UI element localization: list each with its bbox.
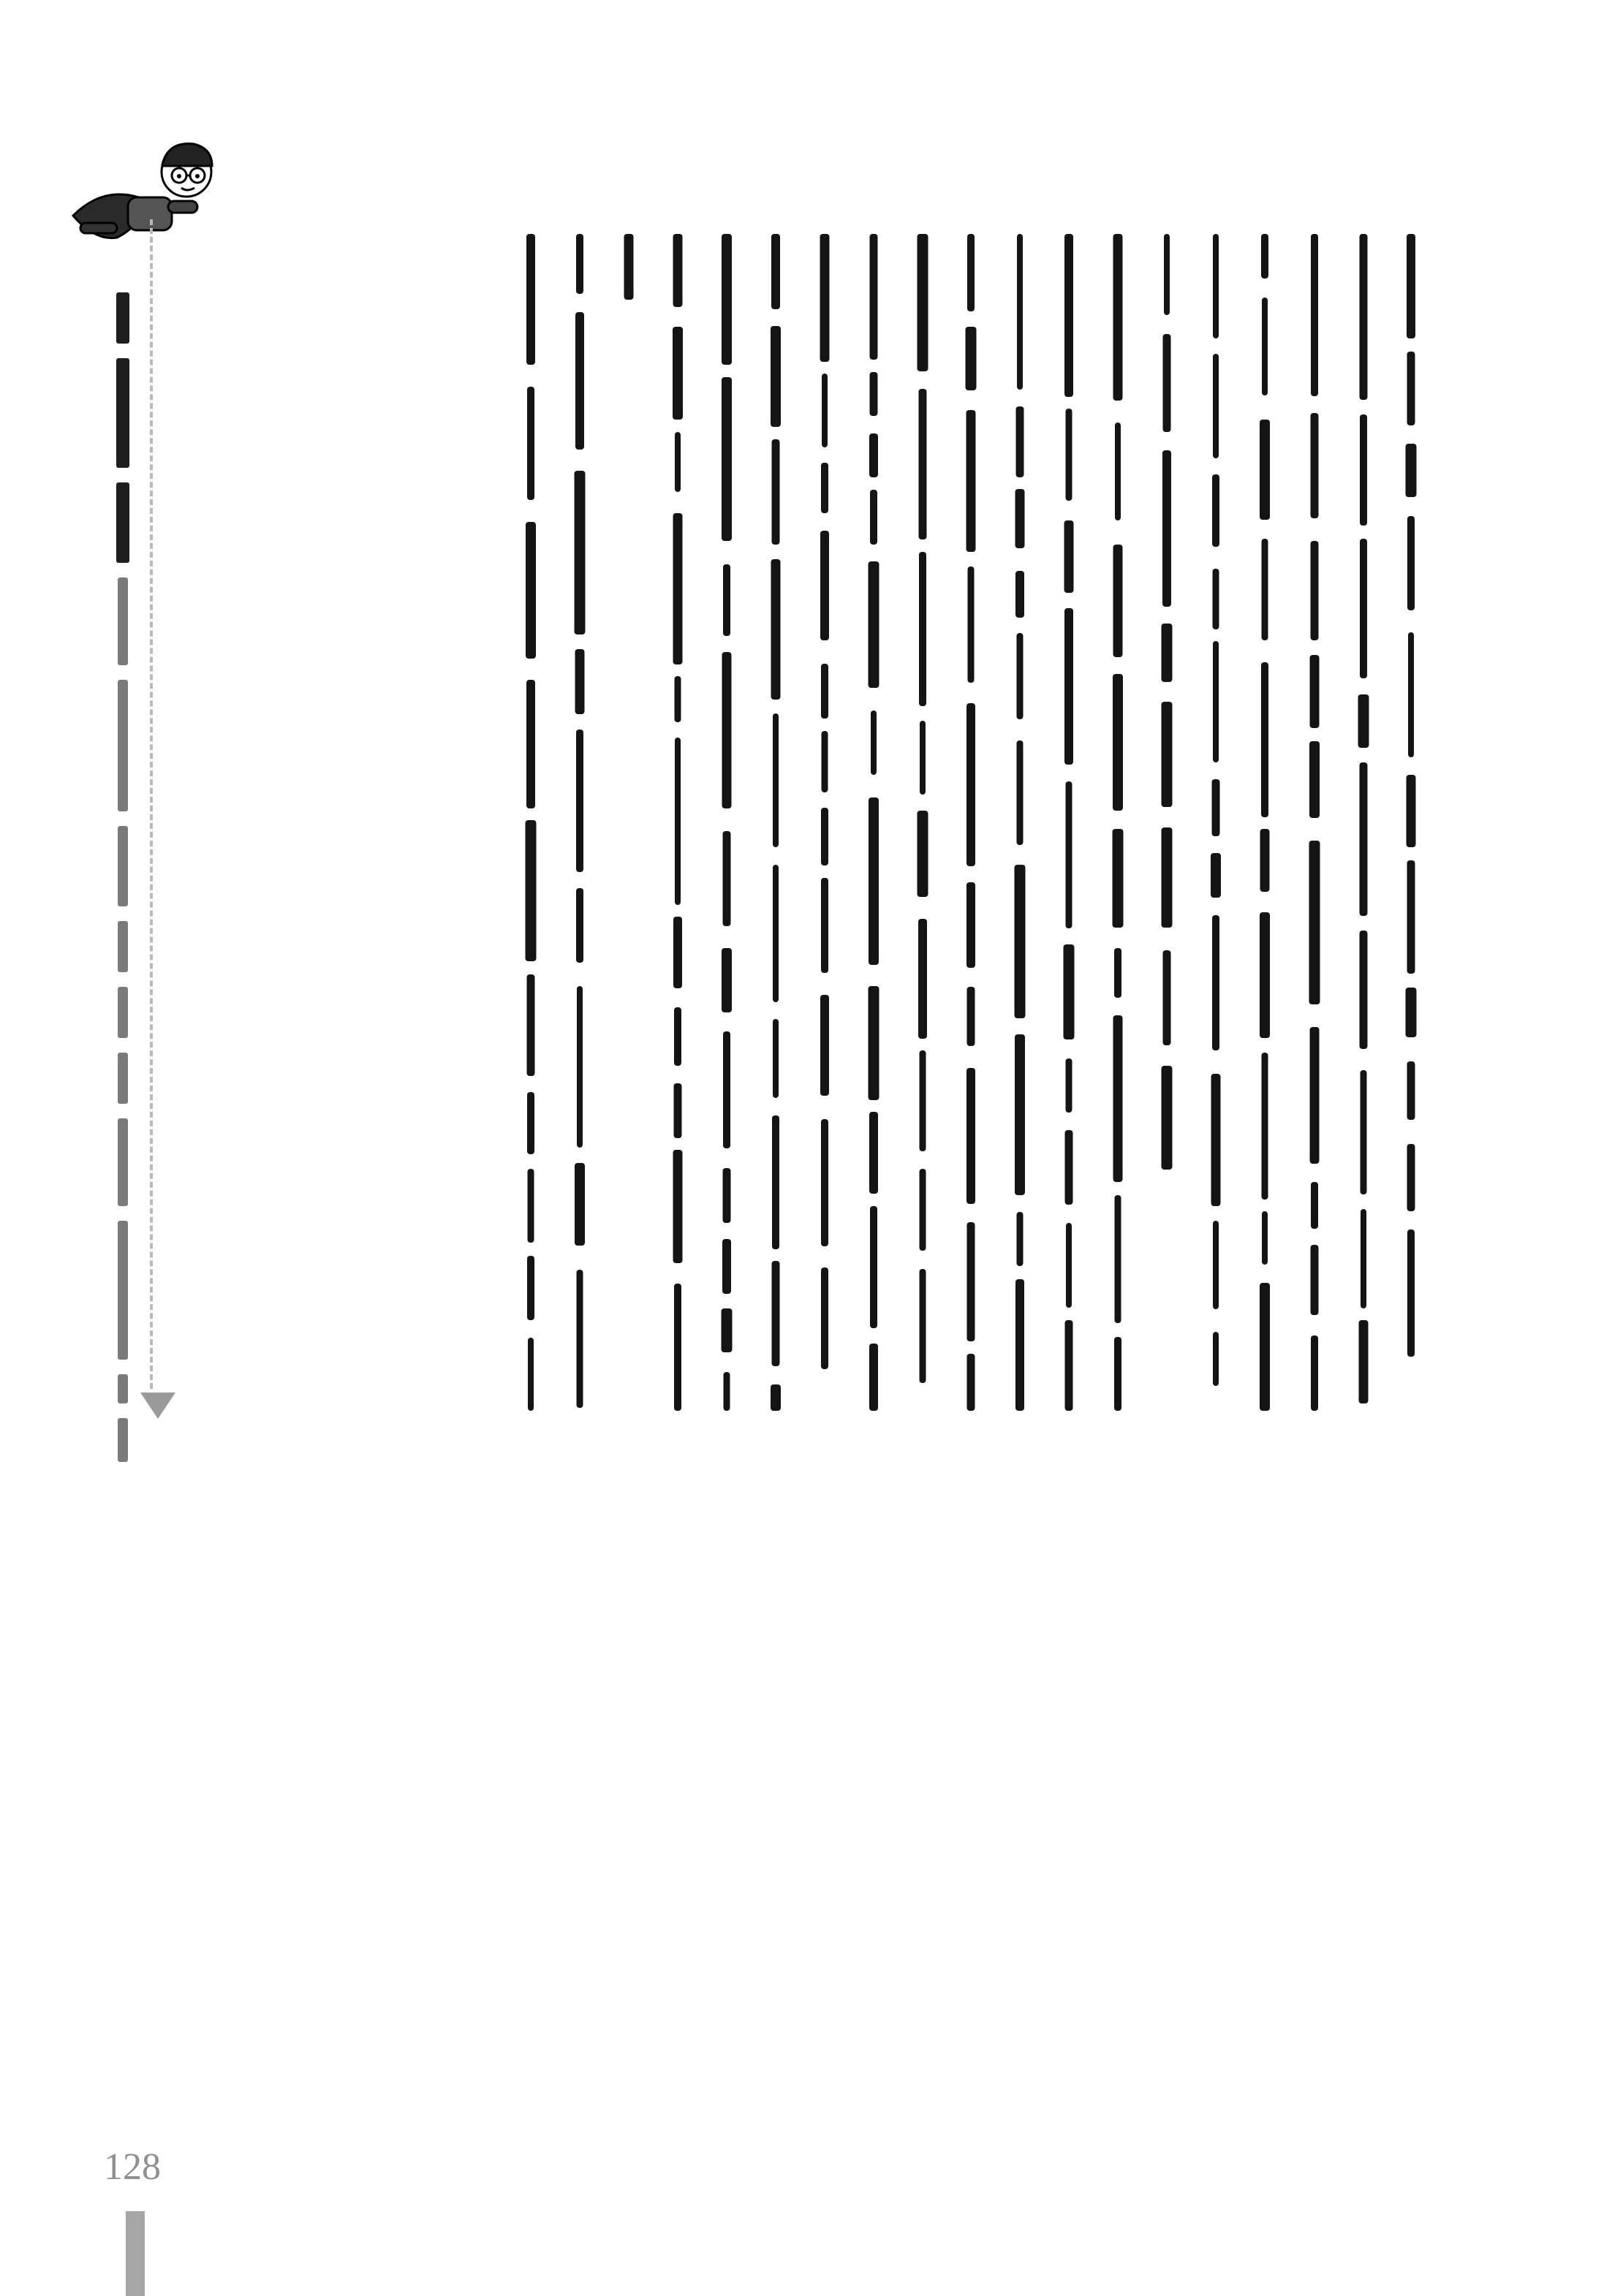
word-stroke — [722, 1239, 731, 1294]
word-stroke — [820, 531, 829, 640]
word-stroke — [1407, 1061, 1415, 1120]
text-column — [663, 234, 692, 1411]
word-stroke — [1360, 414, 1367, 526]
word-stroke — [1113, 234, 1123, 401]
word-stroke — [528, 1338, 534, 1411]
word-stroke — [723, 831, 731, 926]
word-stroke — [1162, 1066, 1173, 1170]
word-stroke — [1261, 662, 1268, 817]
word-stroke — [869, 1344, 878, 1411]
word-stroke — [1213, 641, 1219, 762]
word-stroke — [1213, 234, 1219, 338]
word-stroke — [772, 1261, 780, 1366]
word-stroke — [1260, 829, 1270, 892]
word-stroke — [920, 721, 926, 795]
word-stroke — [966, 327, 977, 390]
word-stroke — [968, 567, 975, 683]
word-stroke — [1407, 352, 1415, 425]
word-stroke — [967, 987, 975, 1046]
word-stroke — [1358, 694, 1369, 748]
word-stroke — [1066, 409, 1072, 501]
running-head-word — [118, 1418, 128, 1462]
word-stroke — [918, 919, 927, 1039]
word-stroke — [526, 234, 535, 365]
word-stroke — [723, 1031, 730, 1148]
word-stroke — [1065, 1320, 1073, 1411]
word-stroke — [822, 731, 828, 792]
word-stroke — [1164, 234, 1170, 315]
word-stroke — [1162, 827, 1173, 928]
text-column — [810, 234, 839, 1411]
word-stroke — [869, 797, 879, 965]
word-stroke — [1407, 775, 1416, 847]
word-stroke — [1015, 571, 1024, 618]
text-column — [1005, 234, 1034, 1411]
word-stroke — [1359, 1320, 1369, 1403]
word-stroke — [723, 564, 730, 636]
word-stroke — [1162, 702, 1173, 807]
word-stroke — [577, 1270, 583, 1408]
word-stroke — [1310, 655, 1320, 728]
word-stroke — [526, 680, 535, 808]
word-stroke — [821, 463, 828, 513]
word-stroke — [870, 234, 878, 360]
word-stroke — [1262, 1211, 1268, 1265]
word-stroke — [967, 234, 975, 311]
word-stroke — [771, 234, 780, 309]
text-column — [1201, 234, 1230, 1411]
word-stroke — [1311, 413, 1319, 518]
word-stroke — [1162, 450, 1171, 607]
running-head-word — [116, 482, 129, 563]
word-stroke — [527, 1256, 534, 1320]
word-stroke — [527, 974, 535, 1076]
text-column — [1396, 234, 1426, 1389]
mascot-illustration — [58, 128, 227, 259]
word-stroke — [773, 1019, 779, 1098]
text-column — [516, 234, 545, 1411]
word-stroke — [1407, 1144, 1415, 1211]
word-stroke — [1064, 608, 1073, 765]
word-stroke — [1212, 779, 1220, 836]
word-stroke — [1113, 674, 1123, 811]
word-stroke — [722, 377, 732, 541]
word-stroke — [966, 1068, 975, 1204]
word-stroke — [1066, 781, 1072, 928]
word-stroke — [771, 1384, 781, 1411]
text-column — [565, 234, 594, 1411]
word-stroke — [820, 995, 829, 1096]
word-stroke — [1407, 234, 1415, 338]
word-stroke — [1015, 489, 1025, 548]
text-column — [956, 234, 985, 1411]
word-stroke — [822, 374, 828, 447]
running-head-word — [118, 826, 128, 906]
running-head-word — [118, 921, 128, 972]
word-stroke — [527, 1092, 534, 1154]
word-stroke — [1262, 1053, 1268, 1200]
word-stroke — [821, 808, 828, 865]
word-stroke — [966, 882, 975, 968]
word-stroke — [526, 820, 537, 961]
word-stroke — [1407, 1230, 1415, 1357]
running-head — [108, 292, 137, 1462]
word-stroke — [1015, 865, 1026, 1018]
word-stroke — [1407, 516, 1415, 610]
word-stroke — [1213, 1332, 1219, 1386]
word-stroke — [1211, 1074, 1221, 1206]
word-stroke — [675, 738, 681, 905]
word-stroke — [577, 986, 583, 1148]
word-stroke — [1360, 931, 1368, 1049]
word-stroke — [772, 1115, 779, 1249]
word-stroke — [1114, 1337, 1121, 1411]
word-stroke — [967, 1222, 975, 1341]
word-stroke — [576, 888, 583, 963]
word-stroke — [1360, 762, 1368, 916]
word-stroke — [1017, 740, 1024, 845]
word-stroke — [724, 1372, 730, 1411]
word-stroke — [1162, 624, 1173, 682]
word-stroke — [1260, 912, 1270, 1038]
word-stroke — [1065, 1130, 1073, 1205]
text-column — [712, 234, 741, 1411]
word-stroke — [919, 389, 927, 539]
word-stroke — [869, 433, 878, 477]
word-stroke — [1311, 1245, 1319, 1315]
word-stroke — [1262, 298, 1268, 395]
word-stroke — [1213, 354, 1219, 458]
word-stroke — [1311, 234, 1318, 396]
running-head-word — [118, 1118, 128, 1206]
running-head-word — [116, 292, 129, 344]
running-head-word — [118, 1374, 128, 1403]
word-stroke — [918, 234, 928, 371]
word-stroke — [1262, 539, 1268, 640]
page-number: 128 — [104, 2146, 161, 2188]
text-column — [1300, 234, 1329, 1411]
word-stroke — [870, 1206, 877, 1328]
word-stroke — [821, 1119, 828, 1246]
word-stroke — [1163, 950, 1171, 1045]
text-column — [761, 234, 790, 1411]
word-stroke — [918, 811, 928, 897]
word-stroke — [1360, 234, 1368, 400]
word-stroke — [1113, 829, 1124, 928]
text-column — [1349, 234, 1378, 1403]
word-stroke — [1211, 853, 1221, 898]
word-stroke — [772, 439, 780, 545]
word-stroke — [966, 703, 975, 866]
word-stroke — [1309, 741, 1320, 818]
word-stroke — [673, 917, 682, 988]
word-stroke — [624, 234, 634, 300]
text-column — [614, 234, 643, 300]
word-stroke — [575, 312, 584, 450]
word-stroke — [1309, 841, 1320, 1004]
word-stroke — [771, 326, 781, 427]
word-stroke — [869, 986, 879, 1100]
word-stroke — [575, 1163, 585, 1246]
running-head-word — [118, 680, 128, 811]
word-stroke — [674, 1284, 681, 1411]
word-stroke — [1212, 915, 1219, 1050]
word-stroke — [1360, 539, 1367, 678]
word-stroke — [869, 561, 879, 688]
word-stroke — [722, 652, 732, 808]
word-stroke — [675, 676, 681, 722]
word-stroke — [920, 1169, 926, 1251]
word-stroke — [821, 878, 828, 973]
word-stroke — [1310, 1027, 1320, 1164]
word-stroke — [1213, 1221, 1219, 1309]
word-stroke — [919, 552, 926, 706]
word-stroke — [1406, 988, 1417, 1037]
word-stroke — [1017, 1212, 1024, 1266]
down-triangle-icon — [140, 1393, 175, 1419]
word-stroke — [1064, 944, 1075, 1039]
word-stroke — [1361, 1209, 1366, 1308]
word-stroke — [1064, 520, 1074, 593]
word-stroke — [1212, 474, 1219, 547]
word-stroke — [1066, 1058, 1072, 1113]
word-stroke — [674, 1083, 682, 1138]
word-stroke — [673, 513, 683, 664]
word-stroke — [1114, 948, 1121, 998]
word-stroke — [869, 1112, 878, 1194]
word-stroke — [674, 1007, 681, 1066]
word-stroke — [870, 490, 877, 545]
running-head-word — [118, 577, 128, 665]
word-stroke — [576, 730, 583, 872]
word-stroke — [1113, 545, 1123, 657]
word-stroke — [527, 387, 534, 500]
word-stroke — [722, 234, 732, 365]
word-stroke — [1064, 234, 1073, 397]
word-stroke — [673, 327, 683, 420]
word-stroke — [1015, 1034, 1025, 1195]
word-stroke — [870, 372, 878, 416]
text-column — [1054, 234, 1083, 1411]
word-stroke — [1016, 406, 1024, 477]
word-stroke — [1311, 541, 1319, 640]
word-stroke — [920, 1269, 926, 1383]
word-stroke — [1113, 1015, 1123, 1182]
word-stroke — [1311, 1182, 1318, 1229]
header-dashed-rule — [150, 219, 153, 1389]
running-head-word — [118, 987, 128, 1038]
word-stroke — [1311, 1335, 1318, 1411]
word-stroke — [773, 713, 779, 847]
word-stroke — [673, 1150, 683, 1263]
word-stroke — [966, 410, 976, 552]
word-stroke — [673, 234, 683, 307]
text-column — [1103, 234, 1132, 1411]
word-stroke — [773, 865, 779, 1002]
word-stroke — [722, 1308, 733, 1352]
running-head-word — [118, 1221, 128, 1360]
word-stroke — [575, 649, 585, 714]
word-stroke — [1407, 860, 1415, 974]
word-stroke — [920, 1050, 926, 1151]
word-stroke — [1260, 1283, 1270, 1411]
word-stroke — [576, 234, 583, 294]
word-stroke — [526, 522, 536, 659]
page-edge-tab — [126, 2211, 145, 2296]
word-stroke — [967, 1354, 975, 1411]
word-stroke — [1115, 423, 1121, 520]
word-stroke — [1017, 633, 1024, 719]
word-stroke — [871, 711, 877, 775]
word-stroke — [528, 1169, 534, 1243]
word-stroke — [1408, 632, 1414, 757]
word-stroke — [722, 948, 732, 1012]
running-head-word — [118, 1053, 128, 1104]
mascot-head — [162, 144, 212, 197]
word-stroke — [1406, 444, 1417, 497]
word-stroke — [1115, 1195, 1121, 1323]
word-stroke — [575, 471, 586, 634]
word-stroke — [1261, 234, 1268, 279]
word-stroke — [820, 234, 830, 362]
word-stroke — [723, 1168, 731, 1223]
word-stroke — [821, 1268, 828, 1369]
word-stroke — [1361, 1070, 1367, 1194]
word-stroke — [1066, 1223, 1072, 1308]
word-stroke — [821, 664, 828, 719]
text-column — [859, 234, 888, 1411]
running-head-word — [116, 358, 129, 468]
word-stroke — [675, 432, 681, 492]
word-stroke — [1260, 420, 1270, 520]
word-stroke — [1163, 334, 1171, 432]
word-stroke — [1213, 569, 1219, 629]
text-column — [908, 234, 937, 1411]
word-stroke — [771, 559, 781, 700]
word-stroke — [1017, 234, 1023, 390]
word-stroke — [1015, 1279, 1024, 1411]
text-column — [1250, 234, 1279, 1411]
text-column — [1152, 234, 1181, 1170]
